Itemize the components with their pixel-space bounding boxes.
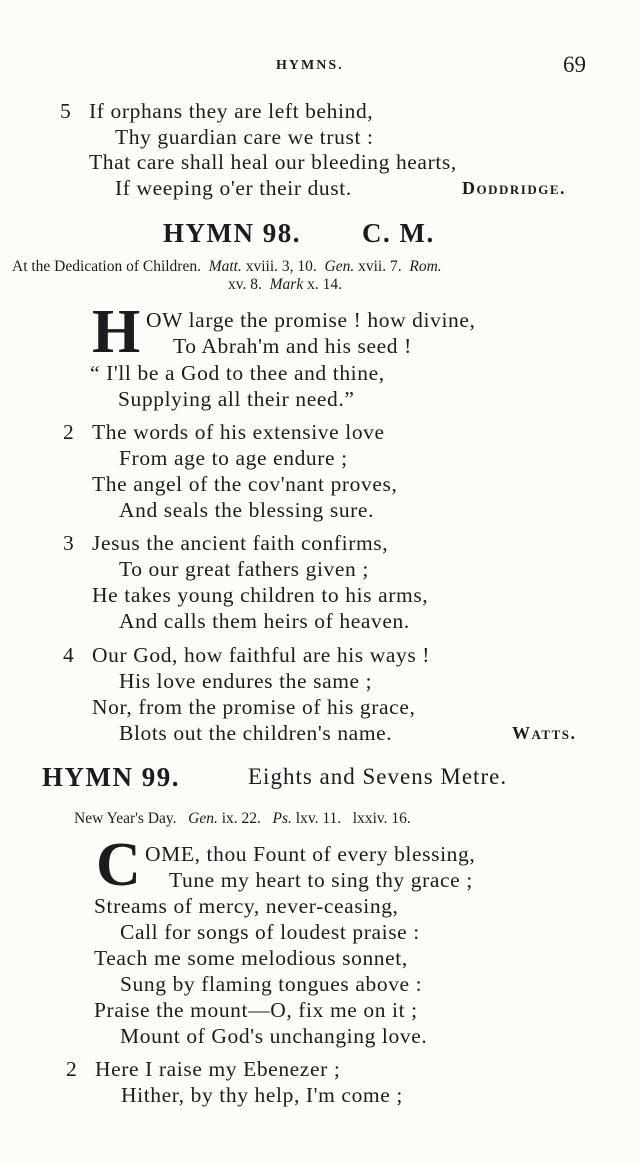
author-attribution: Doddridge. bbox=[462, 178, 567, 198]
verse-line: Thy guardian care we trust : bbox=[115, 125, 374, 149]
author-attribution: Watts. bbox=[512, 723, 577, 743]
scripture-reference-line bbox=[74, 810, 411, 828]
verse-line: His love endures the same ; bbox=[119, 669, 373, 693]
ref-location: lxv. 11. bbox=[295, 810, 342, 827]
verse-line: Supplying all their need.” bbox=[118, 387, 355, 411]
verse-line: Call for songs of loudest praise : bbox=[120, 920, 420, 944]
verse-line: Jesus the ancient faith confirms, bbox=[92, 531, 389, 555]
verse-line: Tune my heart to sing thy grace ; bbox=[169, 868, 473, 892]
verse-line: “ I'll be a God to thee and thine, bbox=[90, 361, 385, 385]
verse-line: If orphans they are left behind, bbox=[89, 99, 374, 123]
verse-line: Praise the mount—O, fix me on it ; bbox=[94, 998, 418, 1022]
verse-line: If weeping o'er their dust. bbox=[115, 176, 352, 200]
verse-number: 3 bbox=[63, 531, 74, 555]
drop-cap: H bbox=[92, 298, 141, 366]
verse-line: Mount of God's unchanging love. bbox=[120, 1024, 428, 1048]
verse-line: Teach me some melodious sonnet, bbox=[94, 946, 408, 970]
verse-line: Nor, from the promise of his grace, bbox=[92, 695, 416, 719]
verse-line: Blots out the children's name. bbox=[119, 721, 393, 745]
verse-line: That care shall heal our bleeding hearts, bbox=[89, 150, 457, 174]
scripture-reference-line bbox=[228, 276, 342, 294]
ref-location: lxxiv. 16. bbox=[352, 810, 411, 827]
verse-line: And calls them heirs of heaven. bbox=[119, 609, 410, 633]
verse-line: Hither, by thy help, I'm come ; bbox=[121, 1083, 403, 1107]
ref-book: Rom. bbox=[409, 258, 442, 275]
ref-location: ix. 22. bbox=[221, 810, 261, 827]
scripture-reference-line bbox=[12, 258, 596, 276]
verse-line: To our great fathers given ; bbox=[119, 557, 369, 581]
ref-location: xv. 8. bbox=[228, 276, 262, 293]
verse-line: Streams of mercy, never-ceasing, bbox=[94, 894, 399, 918]
occasion: New Year's Day. bbox=[74, 810, 177, 827]
ref-book: Matt. bbox=[208, 258, 242, 275]
verse-line: OW large the promise ! how divine, bbox=[146, 308, 476, 332]
verse-line: He takes young children to his arms, bbox=[92, 583, 429, 607]
ref-book: Gen. bbox=[324, 258, 355, 275]
ref-location: xviii. 3, 10. bbox=[245, 258, 317, 275]
ref-book: Gen. bbox=[188, 810, 218, 827]
ref-location: xvii. 7. bbox=[358, 258, 402, 275]
hymn-meter: C. M. bbox=[362, 218, 435, 248]
verse-line: Our God, how faithful are his ways ! bbox=[92, 643, 431, 667]
verse-line: Here I raise my Ebenezer ; bbox=[95, 1057, 341, 1081]
verse-number: 5 bbox=[60, 99, 71, 123]
hymn-title: HYMN 99. bbox=[42, 762, 180, 792]
hymn-meter: Eights and Sevens Metre. bbox=[248, 764, 508, 789]
hymn-title: HYMN 98. bbox=[163, 218, 301, 248]
verse-line: And seals the blessing sure. bbox=[119, 498, 375, 522]
verse-number: 2 bbox=[63, 420, 74, 444]
ref-book: Ps. bbox=[272, 810, 292, 827]
verse-line: The angel of the cov'nant proves, bbox=[92, 472, 398, 496]
page-number: 69 bbox=[563, 52, 586, 77]
verse-line: Sung by flaming tongues above : bbox=[120, 972, 423, 996]
occasion: At the Dedication of Children. bbox=[12, 258, 201, 275]
drop-cap: C bbox=[96, 831, 141, 899]
verse-number: 2 bbox=[66, 1057, 77, 1081]
ref-book: Mark bbox=[269, 276, 304, 293]
verse-line: To Abrah'm and his seed ! bbox=[173, 334, 412, 358]
ref-location: x. 14. bbox=[307, 276, 342, 293]
verse-line: OME, thou Fount of every blessing, bbox=[145, 842, 476, 866]
verse-number: 4 bbox=[63, 643, 74, 667]
verse-line: From age to age endure ; bbox=[119, 446, 348, 470]
running-head: HYMNS. bbox=[276, 58, 344, 73]
verse-line: The words of his extensive love bbox=[92, 420, 385, 444]
